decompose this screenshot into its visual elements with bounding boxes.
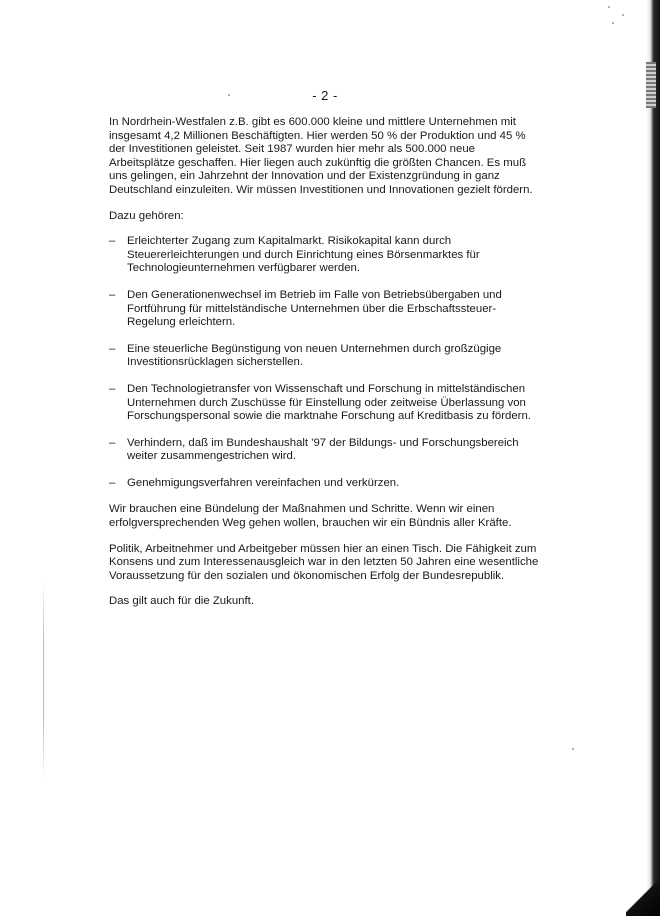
list-item <box>109 383 539 424</box>
document-body <box>109 116 539 621</box>
scan-corner-shadow <box>626 880 660 916</box>
scan-streak <box>43 580 44 780</box>
list-item-text: Eine steuerliche Begünstigung von neuen Unternehmen durch großzügige Investitionsrücklagen sicherstellen. <box>127 342 502 369</box>
closing-paragraph: Das gilt auch für die Zukunft. <box>109 595 254 608</box>
dash-bullet: – <box>109 436 116 449</box>
scan-speck <box>572 748 574 750</box>
intro-paragraph: In Nordrhein-Westfalen z.B. gibt es 600.000 kleine und mittlere Unternehmen mit insgesamt 4,2 Millionen Beschäftigten. Hier werden 50 % der Produktion und 45 % der Investitionen geleistet. Seit 1987 wurden hier mehr als 500.000 neue Arbeitsplätze geschaffen. Hier liegen auch zukünftig die größten Chancen. Es muß uns gelingen, ein Jahrzehnt der Innovation und der Existenzgründung in ganz Deutschland einzuleiten. Wir müssen Investitionen und Innovationen gezielt fördern. <box>109 116 533 196</box>
bundling-paragraph: Wir brauchen eine Bündelung der Maßnahmen und Schritte. Wenn wir einen erfolgversprechenden Weg gehen wollen, brauchen wir ein Bündnis aller Kräfte. <box>109 503 512 530</box>
list-item <box>109 437 539 464</box>
list-item <box>109 477 539 491</box>
dash-bullet: – <box>109 288 116 301</box>
page-number: - 2 - <box>312 88 338 103</box>
dash-bullet: – <box>109 235 116 248</box>
list-item <box>109 289 539 330</box>
scan-speck <box>228 94 230 96</box>
scan-speck <box>612 22 614 24</box>
list-item-text: Erleichterter Zugang zum Kapitalmarkt. Risikokapital kann durch Steuererleichterungen und durch Einrichtung eines Börsenmarktes für Technologieunternehmen verfügbarer werden. <box>127 235 480 275</box>
list-item <box>109 343 539 370</box>
scan-speck <box>608 6 610 8</box>
list-item-text: Den Generationenwechsel im Betrieb im Falle von Betriebsübergaben und Fortführung für mittelständische Unternehmen über die Erbschaftssteuer-Regelung erleichtern. <box>127 288 502 329</box>
list-intro: Dazu gehören: <box>109 209 184 222</box>
dash-bullet: – <box>109 342 116 355</box>
scan-edge-pattern <box>646 62 656 108</box>
consensus-paragraph: Politik, Arbeitnehmer und Arbeitgeber müssen hier an einen Tisch. Die Fähigkeit zum Konsens und zum Interessenausgleich war in den letzten 50 Jahren eine wesentliche Voraussetzung für den sozialen und ökonomischen Erfolg der Bundesrepublik. <box>109 542 539 582</box>
list-item-text: Genehmigungsverfahren vereinfachen und verkürzen. <box>127 476 400 489</box>
scan-speck <box>622 14 624 16</box>
list-item-text: Den Technologietransfer von Wissenschaft und Forschung in mittelständischen Unternehmen durch Zuschüsse für Einstellung oder zeitweise Überlassung von Forschungspersonal sowie die marktnahe Forschung auf Kreditbasis zu fördern. <box>127 382 531 423</box>
dash-bullet: – <box>109 476 116 489</box>
dash-bullet: – <box>109 382 116 395</box>
list-item-text: Verhindern, daß im Bundeshaushalt '97 der Bildungs- und Forschungsbereich weiter zusammengestrichen wird. <box>127 436 519 463</box>
scan-edge-shadow <box>646 0 660 916</box>
list-item <box>109 235 539 276</box>
measures-list <box>109 235 539 490</box>
